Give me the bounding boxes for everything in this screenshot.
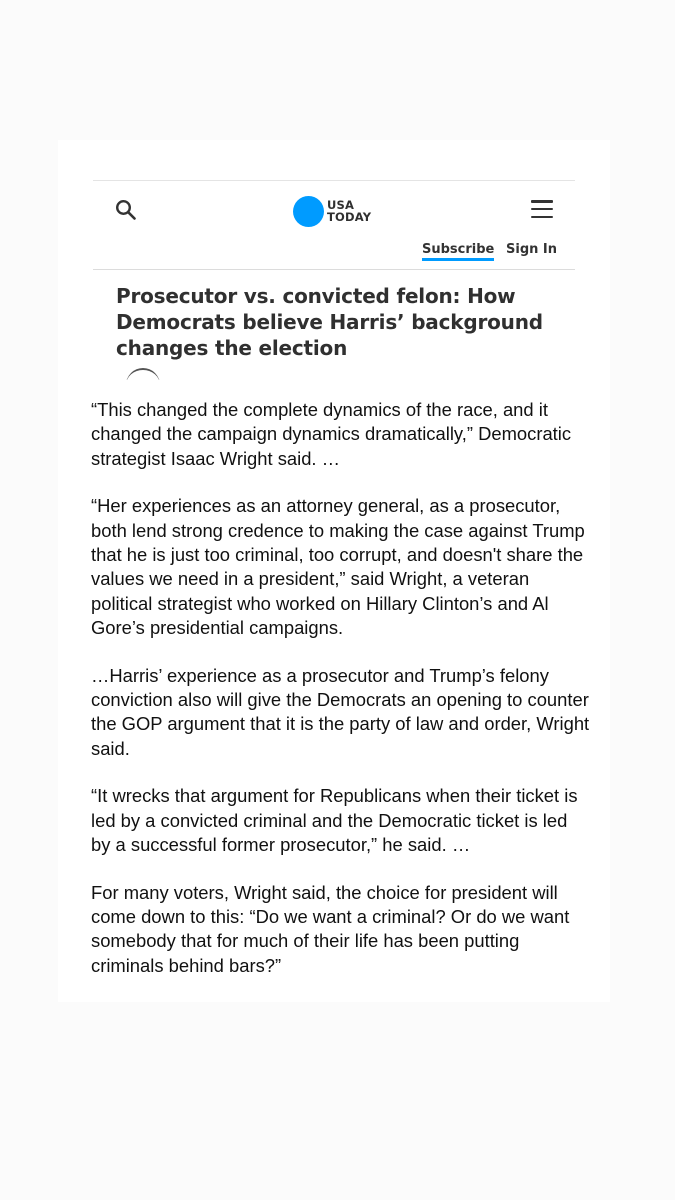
quote-paragraph: …Harris’ experience as a prosecutor and Trump’s felony conviction also will give the Democrats an opening to counter the GOP argument that it is the party of law and order, Wright said. (91, 664, 590, 759)
quote-paragraph: For many voters, Wright said, the choice for president will come down to this: “Do we want a criminal? Or do we want somebody that for much of their life has been putting criminals behind bars?” (91, 881, 570, 976)
quote-text (91, 398, 591, 1001)
header-divider (93, 269, 575, 270)
sign-in-link[interactable]: Sign In (506, 242, 557, 257)
top-divider (93, 180, 575, 181)
article-headline: Prosecutor vs. convicted felon: How Democrats believe Harris’ background changes the election (116, 284, 543, 360)
article-screenshot (93, 180, 575, 380)
subscribe-link[interactable]: Subscribe (422, 242, 494, 261)
logo-wordmark (327, 199, 371, 223)
author-avatar (126, 368, 160, 380)
search-icon[interactable] (115, 199, 137, 221)
quote-paragraph: “This changed the complete dynamics of the race, and it changed the campaign dynamics dramatically,” Democratic strategist Isaac Wright said. … (91, 399, 572, 469)
logo-dot-icon (293, 196, 324, 227)
quote-paragraph: “It wrecks that argument for Republicans when their ticket is led by a convicted criminal and the Democratic ticket is led by a successful former prosecutor,” he said. … (91, 785, 578, 856)
quote-paragraph: “Her experiences as an attorney general, as a prosecutor, both lend strong credence to making the case against Trump that he is just too criminal, too corrupt, and doesn't share the values we need in a president,” said Wright, a veteran political strategist who worked on Hillary Clinton’s and Al Gore’s presidential campaigns. (91, 495, 585, 639)
logo-line-2: TODAY (327, 210, 372, 224)
usa-today-logo[interactable] (293, 195, 371, 227)
logo-line-1: USA (327, 198, 355, 212)
hamburger-menu-icon[interactable] (531, 200, 553, 218)
